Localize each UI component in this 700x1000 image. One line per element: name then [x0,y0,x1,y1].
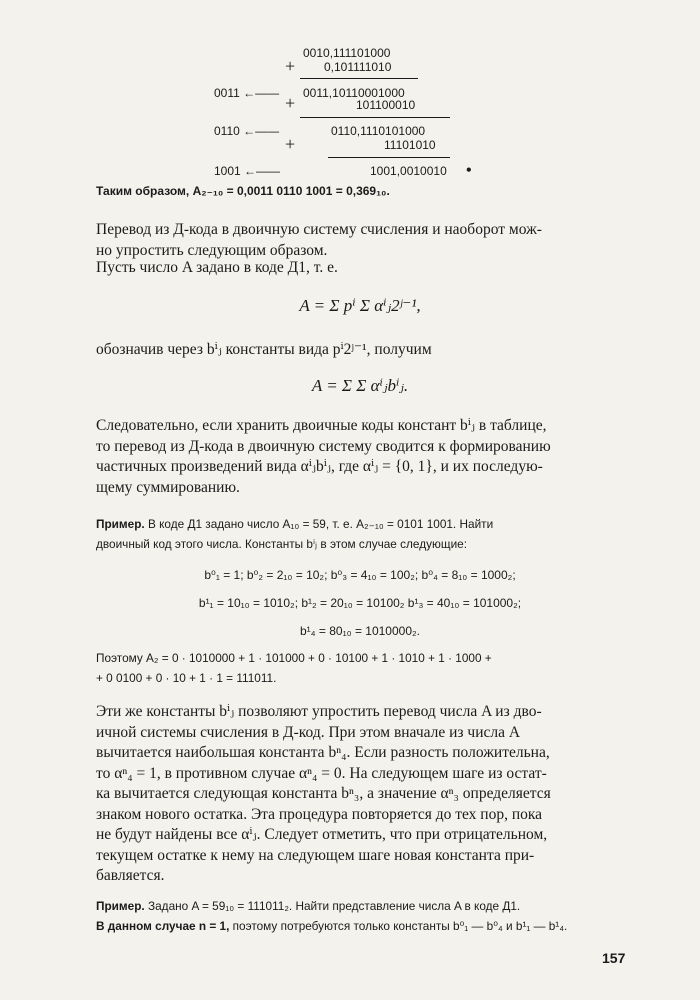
calc-row-7: 1001,0010010 [370,164,447,178]
text-line: текущем остатке к нему на следующем шаге новая константа при- [96,846,535,864]
text-line: ичной системы счисления в Д-код. При этом вначале из числа A [96,723,521,741]
example-line: двоичный код этого числа. Константы bⁱⱼ в этом случае следующие: [96,537,467,551]
plus-sign: + [285,56,296,76]
text-line: щему суммированию. [96,478,240,496]
sum-rule [328,157,450,158]
text-line: ка вычитается следующая константа bⁿ₃, а значение αⁿ₃ определяется [96,785,551,802]
text-line: Эти же константы bⁱⱼ позволяют упростить перевод числа A из дво- [96,703,542,720]
example-label: Пример. [96,517,145,531]
dot-mark: • [466,162,472,179]
calc-row-1: 0010,111101000 [303,46,391,60]
calc-row-5: 0110,1110101000 [331,124,426,138]
paragraph-4 [96,416,624,498]
text-line: то перевод из Д-кода в двоичную систему сводится к формированию [96,437,551,455]
calc-row-6: 11101010 [384,138,436,152]
example-line: В данном случае n = 1, поэтому потребуются только константы b⁰₁ — b⁰₄ и b¹₁ — b¹₄. [96,919,568,933]
text-line: то αⁿ₄ = 1, в противном случае αⁿ₄ = 0. На следующем шаге из остат- [96,764,547,782]
calc-row-4: 101100010 [356,98,416,112]
sum-line: + 0 0100 + 0 · 10 + 1 · 1 = 111011. [96,671,277,685]
text-line: Перевод из Д-кода в двоичную систему счисления и наоборот мож- [96,221,542,238]
plus-sign: + [285,93,296,113]
page-number: 157 [602,950,626,966]
constants-row-3: b¹₄ = 80₁₀ = 1010000₂. [299,624,420,638]
sum-rule [300,78,418,79]
text-line: обозначив через bⁱⱼ константы вида pⁱ2ʲ⁻¹, получим [96,341,432,358]
text-line: бавляется. [96,867,165,884]
example-label: Пример. [96,899,145,913]
example-2 [96,896,624,936]
calc-row-2: 0,101111010 [324,60,392,74]
example-line: Пример. В коде Д1 задано число A₁₀ = 59, т. е. A₂₋₁₀ = 0101 1001. Найти [96,517,494,531]
formula-2: A = Σ Σ αⁱⱼbⁱⱼ. [311,376,409,395]
text-line: Пусть число A задано в коде Д1, т. е. [96,259,338,276]
example-1 [96,514,624,554]
constants-row-2: b¹₁ = 10₁₀ = 1010₂; b¹₂ = 20₁₀ = 10100₂ b¹₃ = 40₁₀ = 101000₂; [198,596,522,610]
text-line: Следовательно, если хранить двоичные коды констант bⁱⱼ в таблице, [96,417,547,434]
sum-line: Поэтому A₂ = 0 · 1010000 + 1 · 101000 + 0 · 10100 + 1 · 1010 + 1 · 1000 + [96,651,492,665]
calc-result: Таким образом, A₂₋₁₀ = 0,0011 0110 1001 = 0,369₁₀. [96,184,390,198]
example-1-sum [96,648,624,688]
text-line: но упростить следующим образом. [96,241,328,259]
paragraph-3 [96,340,624,361]
text-line: знаком нового остатка. Эта процедура повторяется до тех пор, пока [96,805,543,823]
constants-row-1: b⁰₁ = 1; b⁰₂ = 2₁₀ = 10₂; b⁰₃ = 4₁₀ = 100₂; b⁰₄ = 8₁₀ = 1000₂; [204,568,516,582]
example-line: Пример. Задано A = 59₁₀ = 111011₂. Найти представление числа A в коде Д1. [96,899,521,913]
paragraph-2 [96,258,624,279]
text-line: частичных произведений вида αⁱⱼbⁱⱼ, где αⁱⱼ = {0, 1}, и их последую- [96,458,543,475]
formula-1: A = Σ pⁱ Σ αⁱⱼ2ʲ⁻¹, [299,296,421,315]
paragraph-1 [96,220,624,261]
sum-rule [300,117,450,118]
carry-arrow-2: 0110 ←—— [214,124,280,138]
paragraph-5 [96,702,624,887]
carry-arrow-3: 1001 ←—— [214,164,281,178]
plus-sign: + [285,134,296,154]
calc-row-3: 0011,10110001000 [303,86,405,100]
text-line: вычитается наибольшая константа bⁿ₄. Если разность положительна, [96,744,550,761]
text-line: не будут найдены все αⁱⱼ. Следует отметить, что при отрицательном, [96,826,548,843]
carry-arrow-1: 0011 ←—— [214,86,280,100]
